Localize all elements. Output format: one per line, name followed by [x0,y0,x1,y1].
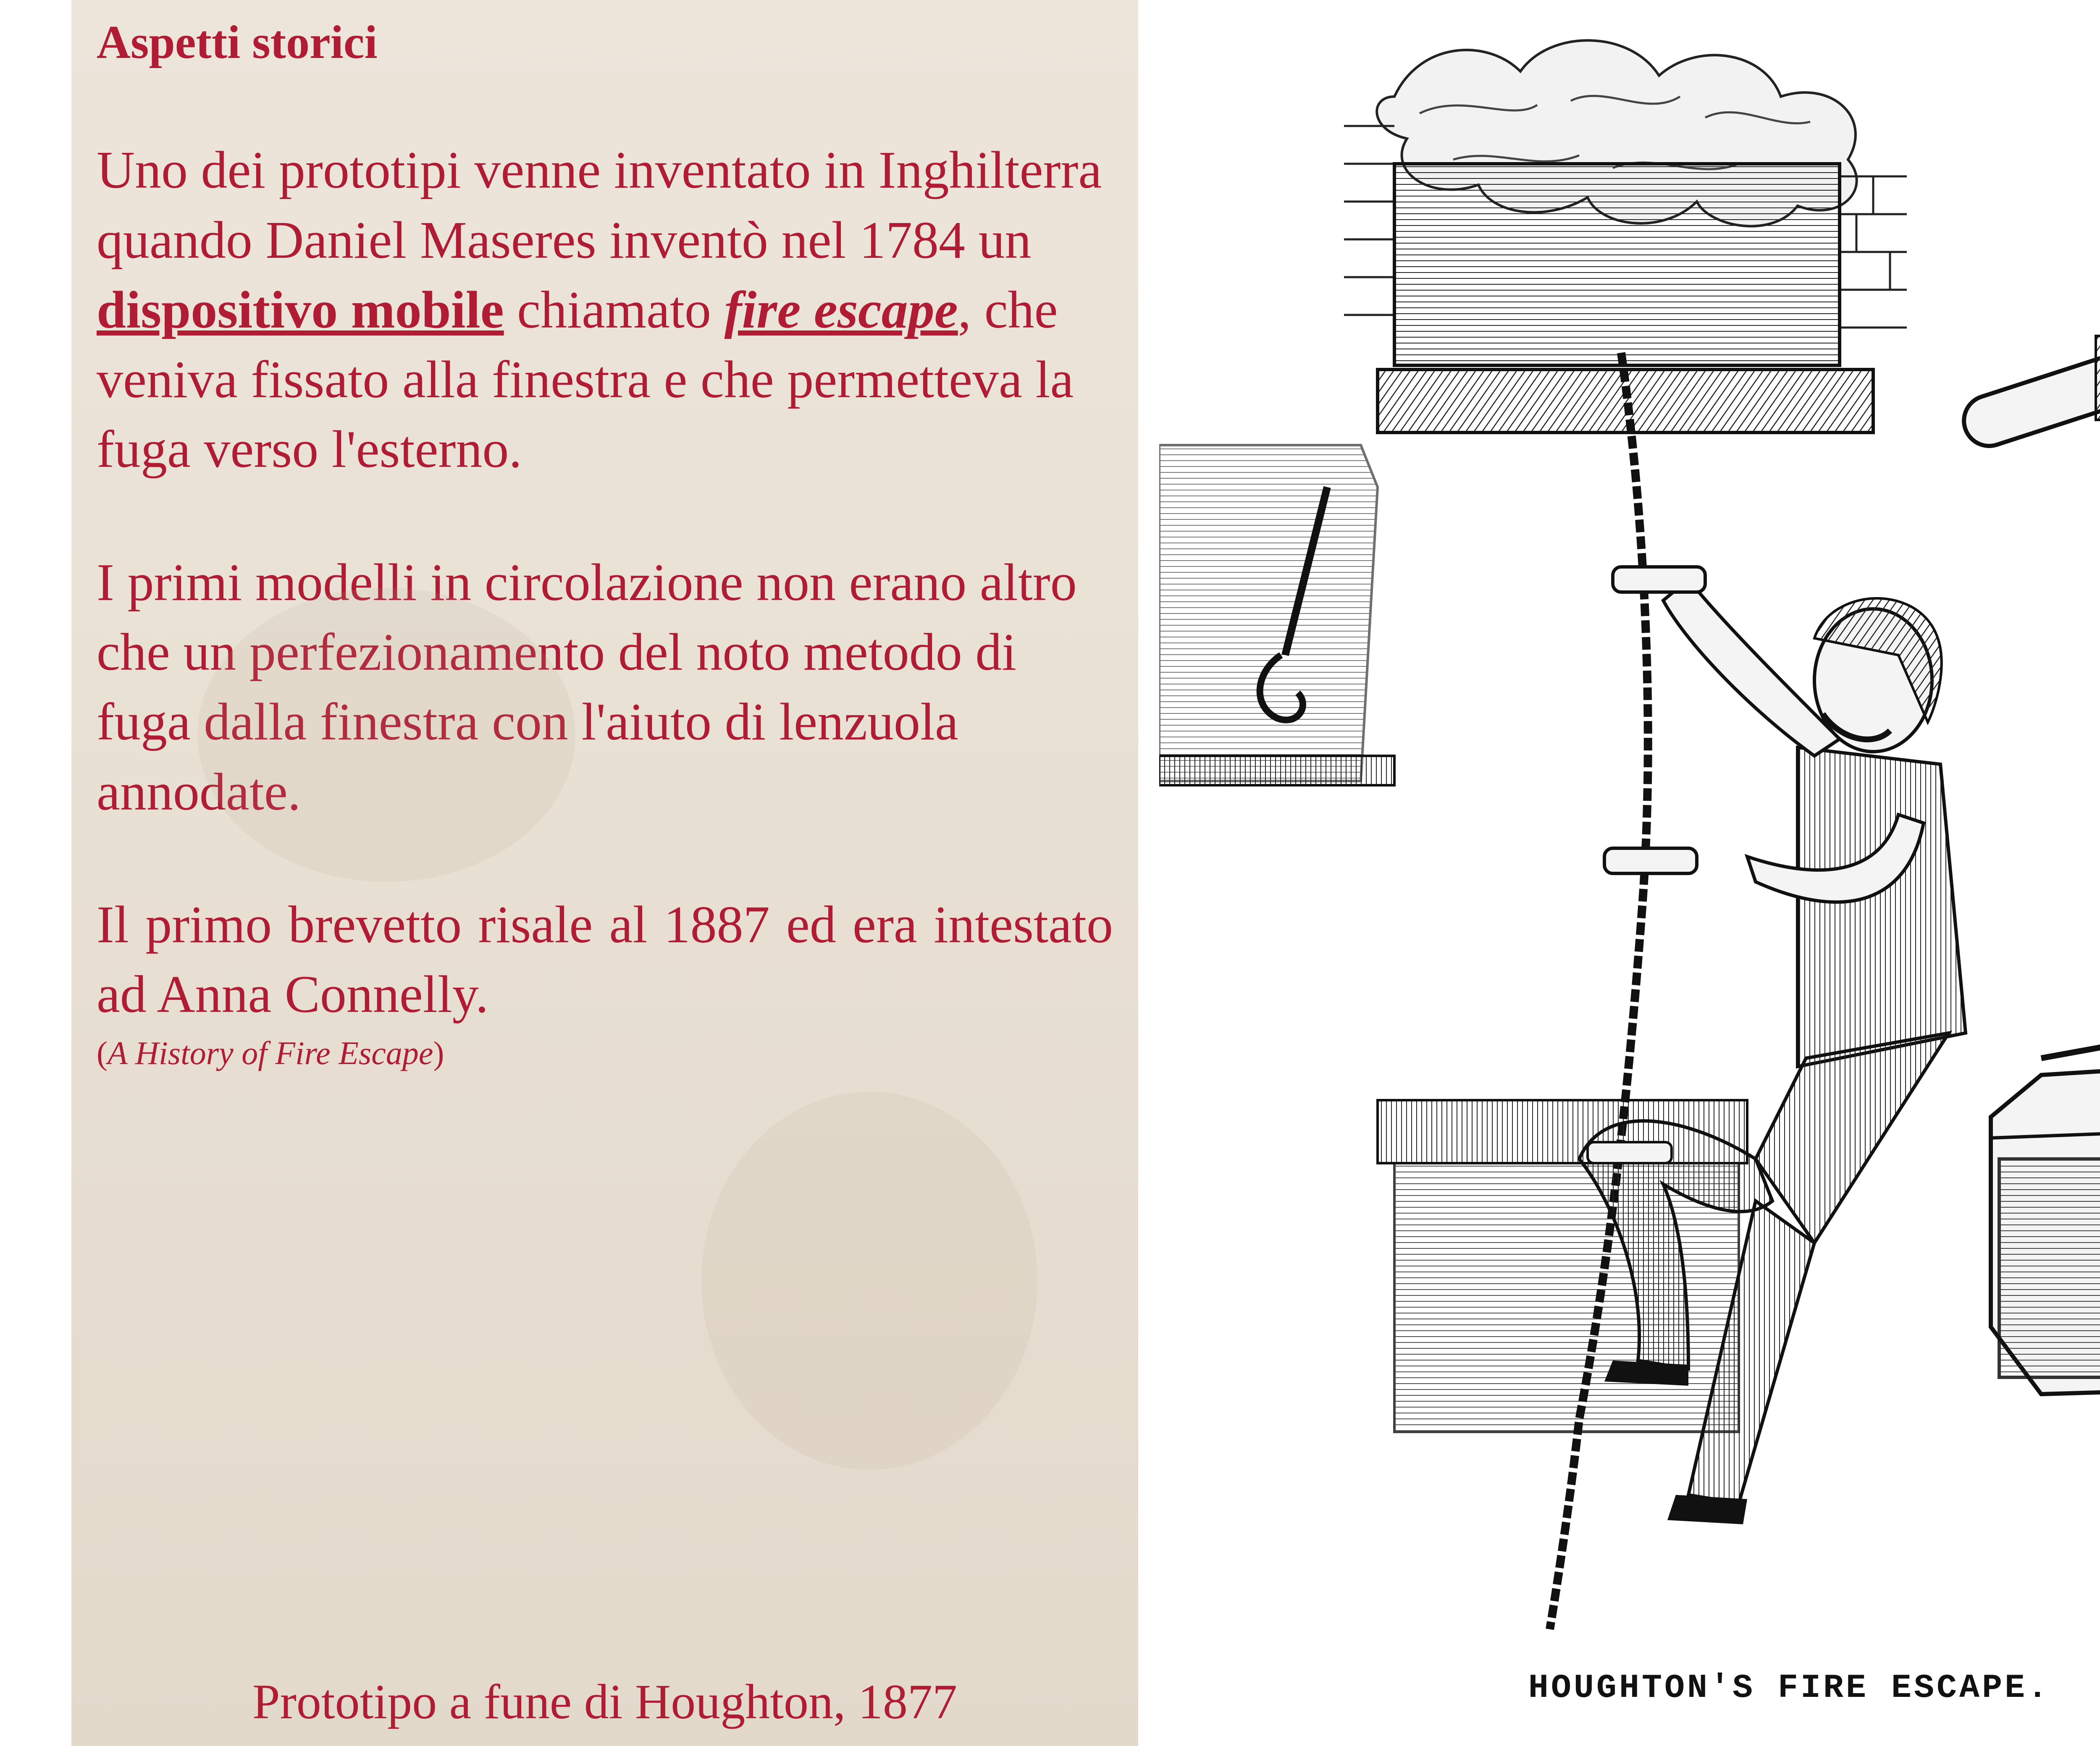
source-citation [97,1033,1113,1073]
citation-paren: ( [97,1034,108,1071]
paragraph-text: chiamato [504,281,724,339]
citation-paren: ) [433,1034,444,1071]
text-panel [71,0,1138,1746]
image-caption: Prototipo a fune di Houghton, 1877 [252,1674,958,1729]
term-mobile-device[interactable]: dispositivo mobile [97,281,504,339]
paragraph-text: Uno dei prototipi venne inventato in Inghilterra quando Daniel Maseres inventò nel 1784 un [97,141,1102,270]
fire-escape-engraving [1159,25,2100,1646]
chest-detail [1991,680,2100,1394]
paragraph-patent: Il primo brevetto risale al 1887 ed era intestato ad Anna Connelly. [97,896,1113,1024]
rope-handle-detail [1958,193,2100,613]
wall-hook [1159,445,1394,785]
term-fire-escape[interactable]: fire escape [724,281,958,339]
paragraph-text: , che veniva fissato alla finestra e che permetteva la fuga verso l'esterno. [97,281,1074,479]
paragraph-early-models: I primi modelli in circolazione non erano altro che un perfezionamento del noto metodo di fuga dalla finestra con l'aiuto di lenzuola annodate. [97,553,1077,821]
climbing-man [1579,567,1966,1524]
escape-rope [1550,353,1648,1629]
plate-caption: HOUGHTON'S FIRE ESCAPE. [1528,1669,2050,1707]
citation-title: A History of Fire Escape [107,1034,433,1071]
paper-stain [701,1092,1037,1470]
paragraph-history [97,136,1113,485]
section-heading: Aspetti storici [97,16,378,68]
